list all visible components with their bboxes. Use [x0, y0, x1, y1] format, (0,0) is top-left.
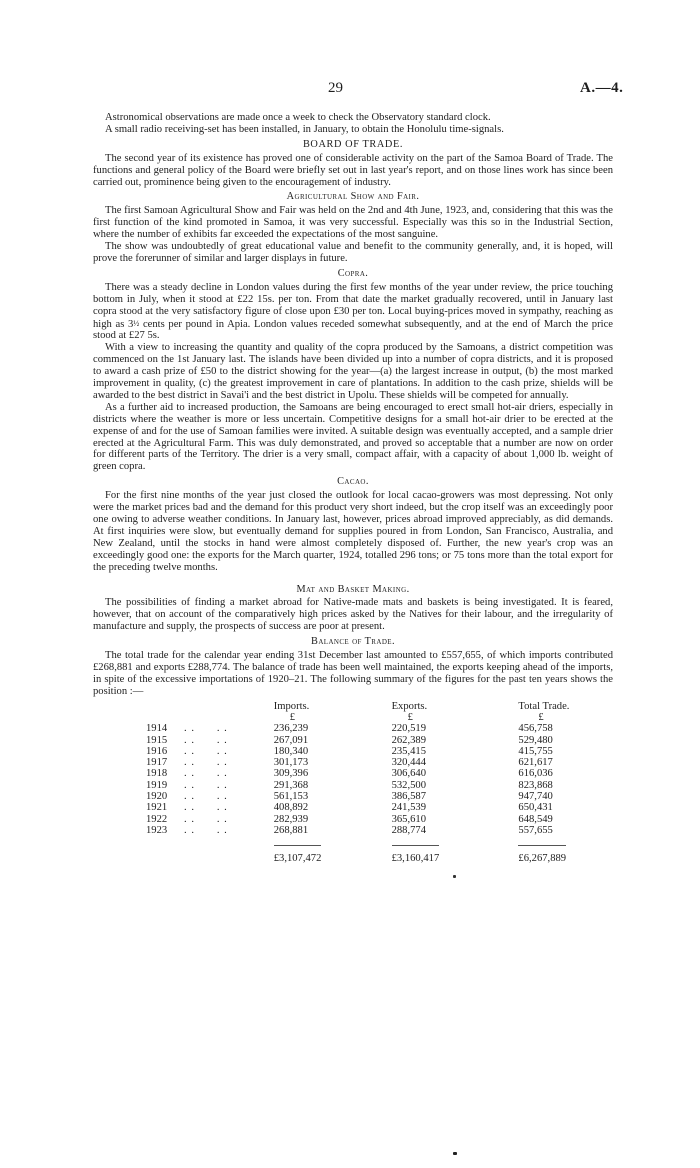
row-exports: 306,640	[391, 768, 427, 780]
row-dots: . . . .	[184, 757, 228, 769]
row-dots: . . . .	[184, 813, 228, 825]
column-header-exports: Exports.	[391, 700, 428, 712]
row-year: 1919	[146, 779, 168, 791]
table-row	[146, 780, 613, 791]
row-total: 529,480	[518, 734, 553, 746]
trade-summary-table	[146, 701, 613, 865]
row-year: 1922	[146, 813, 168, 825]
table-row	[146, 735, 613, 746]
row-dots: . . . .	[184, 734, 228, 746]
print-speck-bottom	[453, 1152, 457, 1155]
page-header	[0, 80, 700, 102]
row-total: 557,655	[518, 824, 553, 836]
row-imports: 309,396	[273, 768, 309, 780]
paragraph-show-1: The first Samoan Agricultural Show and Fair was held on the 2nd and 4th June, 1923, and, considering that this was the first function of the kind promoted in Samoa, it was very successful. Especially was this so in the Industrial Section, where the number of exhibits far exceeded the expectations of the most sanguine.	[93, 205, 613, 241]
row-exports: 288,774	[391, 824, 427, 836]
paragraph-copra-1	[93, 282, 613, 343]
page-number: 29	[328, 80, 343, 96]
document-reference: A.—4.	[580, 80, 624, 96]
row-year: 1918	[146, 768, 168, 780]
paragraph-balance-of-trade: The total trade for the calendar year ending 31st December last amounted to £557,655, of which imports contributed £268,881 and exports £288,774. The balance of trade has been well maintained, the exports keeping ahead of the imports, in spite of the excessive importations of 1920–21. The following summary of the figures for the past ten years shows the position :—	[93, 650, 613, 697]
row-exports: 220,519	[391, 723, 427, 735]
unit-exports: £	[407, 711, 413, 723]
row-exports: 241,539	[391, 802, 427, 814]
row-total: 650,431	[518, 802, 553, 814]
heading-balance-of-trade: Balance of Trade.	[311, 636, 395, 648]
paragraph-copra-2: With a view to increasing the quantity and quality of the copra produced by the Samoans, a district competition was commenced on the 1st January last. The islands have been divided up into a number of copra districts, and it is proposed to award a cash prize of £50 to the district showing for the year—(a) the largest increase in output, (b) the most marked improvement in quality, (c) the greatest improvement in care of plantations. In addition to the cash prize, shields will be awarded to the best district in Savai'i and the best district in Upolu. These shields will be competed for annually.	[93, 342, 613, 401]
table-row	[146, 746, 613, 757]
row-dots: . . . .	[184, 723, 228, 735]
row-imports: 282,939	[273, 813, 309, 825]
row-imports: 180,340	[273, 745, 309, 757]
heading-cacao: Cacao.	[337, 476, 369, 488]
row-exports: 320,444	[391, 757, 427, 769]
paragraph-radio: A small radio receiving-set has been installed, in January, to obtain the Honolulu time-signals.	[105, 123, 504, 135]
row-year: 1915	[146, 734, 168, 746]
table-row	[146, 791, 613, 802]
heading-agricultural-show: Agricultural Show and Fair.	[286, 191, 420, 203]
paragraph-mat-basket: The possibilities of finding a market abroad for Native-made mats and baskets is being investigated. It is feared, however, that on account of the comparatively high prices asked by the Natives for their labour, and the irregularity of manufacture and supply, the prospects of success are poor at present.	[93, 597, 613, 633]
row-exports: 386,587	[391, 791, 427, 803]
copra-text-b: cents per pound in Apia. London values receded somewhat subsequently, and at the end of March the price stood at £27 5s.	[93, 318, 613, 342]
row-imports: 268,881	[273, 824, 309, 836]
row-imports: 291,368	[273, 779, 309, 791]
row-total: 616,036	[518, 768, 553, 780]
document-body	[93, 112, 613, 865]
row-total: 621,617	[518, 757, 553, 769]
row-imports: 561,153	[273, 791, 309, 803]
row-total: 947,740	[518, 791, 553, 803]
copra-fraction: ½	[133, 318, 140, 328]
table-row	[146, 757, 613, 768]
unit-imports: £	[289, 711, 296, 723]
row-exports: 235,415	[391, 745, 427, 757]
row-imports: 236,239	[273, 723, 309, 735]
row-year: 1923	[146, 824, 168, 836]
heading-board-of-trade: BOARD OF TRADE.	[302, 138, 404, 150]
row-total: 648,549	[518, 813, 553, 825]
row-total: 823,868	[518, 779, 553, 791]
row-dots: . . . .	[184, 779, 228, 791]
table-unit-row	[146, 712, 613, 723]
paragraph-show-2: The show was undoubtedly of great educational value and benefit to the community generally, and, it is hoped, will prove the forerunner of similar and larger displays in future.	[93, 241, 613, 264]
total-trade: £6,267,889	[518, 845, 566, 864]
row-dots: . . . .	[184, 791, 228, 803]
row-imports: 408,892	[273, 802, 309, 814]
print-speck	[453, 875, 456, 878]
table-row	[146, 814, 613, 825]
paragraph-astronomical: Astronomical observations are made once a week to check the Observatory standard clock.	[105, 112, 491, 123]
paragraph-board-of-trade: The second year of its existence has proved one of considerable activity on the part of the Samoa Board of Trade. The functions and general policy of the Board were briefly set out in last year's report, and on those lines work has since been carried out, prominence being given to the encouragement of industry.	[93, 152, 613, 188]
row-year: 1914	[146, 723, 168, 735]
table-row	[146, 802, 613, 813]
table-row	[146, 723, 613, 734]
table-header-row	[146, 701, 613, 712]
heading-copra: Copra.	[337, 267, 369, 279]
row-dots: . . . .	[184, 802, 228, 814]
table-row	[146, 825, 613, 836]
row-imports: 301,173	[273, 757, 309, 769]
row-imports: 267,091	[273, 734, 309, 746]
paragraph-copra-3: As a further aid to increased production, the Samoans are being encouraged to erect small hot-air driers, especially in districts where the weather is more or less uncertain. Competitive designs for a small hot-air drier to be erected at the expense of and for the use of Samoan families were invited. A suitable design was eventually accepted, and a sample drier erected at the Agricultural Farm. This was duly demonstrated, and proved so acceptable that a number are now on order for different parts of the Territory. The drier is a very small, compact affair, with a capacity of about 1,000 lb. weight of green copra.	[93, 401, 613, 473]
copra-text-a: There was a steady decline in London values during the first few months of the year under review, the price touching bottom in July, when it stood at £22 15s. per ton. From that date the market gradually recovered, until in January last copra stood at the very satisfactory figure of close upon £30 per ton. Local buying-prices moved in sympathy, reaching as high as 3	[93, 281, 613, 330]
row-dots: . . . .	[184, 768, 228, 780]
paragraph-cacao: For the first nine months of the year just closed the outlook for local cacao-growers was most depressing. Not only were the market prices bad and the demand for this product very short indeed, but the crop itself was an exceedingly poor one owing to adverse weather conditions. In January last, however, prices abroad improved appreciably, as did demands. At first inquiries were slow, but eventually demand for supplies poured in from London, San Francisco, Australia, and New Zealand, until the stocks in hand were almost completely disposed of. Further, the new year's crop was an exceedingly good one: the exports for the March quarter, 1924, totalled 296 tons; or 75 tons more than the total export for the preceding twelve months.	[93, 490, 613, 573]
total-imports: £3,107,472	[274, 845, 322, 864]
column-header-imports: Imports.	[273, 700, 310, 712]
column-header-total: Total Trade.	[518, 700, 570, 712]
row-exports: 365,610	[391, 813, 427, 825]
total-exports: £3,160,417	[392, 845, 440, 864]
row-total: 415,755	[518, 745, 553, 757]
unit-total: £	[538, 711, 544, 723]
row-year: 1916	[146, 745, 168, 757]
row-year: 1921	[146, 802, 168, 814]
row-exports: 532,500	[391, 779, 427, 791]
row-dots: . . . .	[184, 824, 228, 836]
row-exports: 262,389	[391, 734, 427, 746]
heading-mat-basket: Mat and Basket Making.	[296, 583, 410, 595]
row-total: 456,758	[518, 723, 553, 735]
row-year: 1920	[146, 791, 168, 803]
row-dots: . . . .	[184, 745, 228, 757]
table-row	[146, 768, 613, 779]
row-year: 1917	[146, 757, 168, 769]
table-totals-row	[146, 836, 613, 864]
